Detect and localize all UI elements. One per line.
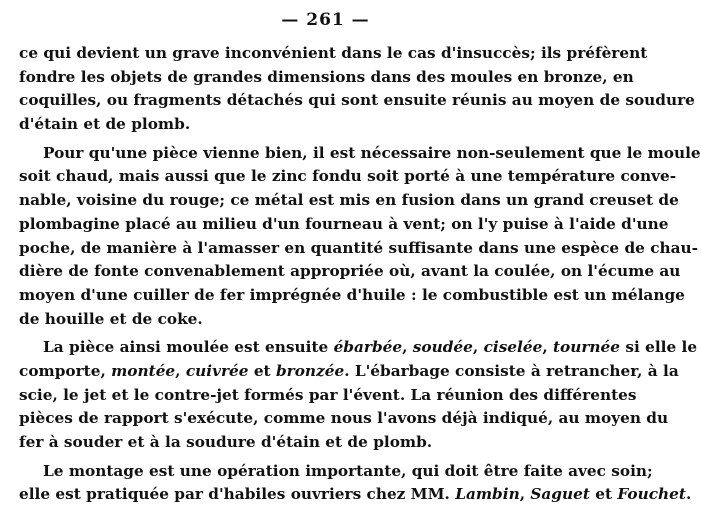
text-line: plombagine placé au milieu d'un fourneau à vent; on l'y puise à l'aide d'une	[19, 214, 669, 233]
paragraph-2	[19, 142, 701, 332]
text-line: de houille et de coke.	[19, 309, 203, 328]
paragraph-4	[19, 460, 692, 507]
text-line: elle est pratiquée par d'habiles ouvriers chez MM. Lambin, Saguet et Fouchet.	[19, 485, 692, 504]
body-text	[19, 42, 701, 507]
term-montee: montée	[111, 361, 176, 380]
text-line: soit chaud, mais aussi que le zinc fondu soit porté à une température conve-	[19, 167, 677, 186]
term-tournee: tournée	[552, 338, 621, 357]
name-lambin: Lambin	[455, 485, 520, 504]
text-line: poche, de manière à l'amasser en quantité suffisante dans une espèce de chau-	[19, 238, 699, 257]
text-line: pièces de rapport s'exécute, comme nous l'avons déjà indiqué, au moyen du	[19, 409, 669, 428]
text-line: Pour qu'une pièce vienne bien, il est nécessaire non-seulement que le moule	[43, 143, 701, 162]
name-fouchet: Fouchet	[617, 485, 686, 504]
text-line: La pièce ainsi moulée est ensuite ébarbée, soudée, ciselée, tournée si elle le	[43, 338, 698, 357]
text-line: d'étain et de plomb.	[19, 115, 191, 134]
text-line: dière de fonte convenablement appropriée où, avant la coulée, on l'écume au	[19, 262, 681, 281]
text-line: ce qui devient un grave inconvénient dans le cas d'insuccès; ils préfèrent	[19, 44, 648, 62]
text-line: moyen d'une cuiller de fer imprégnée d'huile : le combustible est un mélange	[19, 285, 685, 304]
term-bronzee: bronzée	[275, 361, 345, 380]
text-line: scie, le jet et le contre-jet formés par l'évent. La réunion des différentes	[19, 385, 637, 404]
text-line: Le montage est une opération importante, qui doit être faite avec soin;	[43, 461, 653, 480]
term-ebarbee: ébarbée	[333, 338, 403, 357]
paragraph-1	[19, 42, 695, 137]
text-line: fondre les objets de grandes dimensions dans des moules en bronze, en	[19, 67, 634, 86]
text-line: comporte, montée, cuivrée et bronzée. L'ébarbage consiste à retrancher, à la	[19, 361, 679, 380]
text-line: fer à souder et à la soudure d'étain et de plomb.	[19, 433, 433, 451]
text-line: coquilles, ou fragments détachés qui sont ensuite réunis au moyen de soudure	[19, 91, 695, 110]
text-line: nable, voisine du rouge; ce métal est mis en fusion dans un grand creuset de	[19, 191, 679, 210]
name-saguet: Saguet	[530, 485, 590, 504]
paragraph-3	[19, 336, 698, 454]
page-number: — 261 —	[281, 10, 370, 30]
term-ciselee: ciselée	[483, 338, 543, 357]
term-cuivree: cuivrée	[185, 361, 249, 380]
term-soudee: soudée	[412, 338, 473, 357]
